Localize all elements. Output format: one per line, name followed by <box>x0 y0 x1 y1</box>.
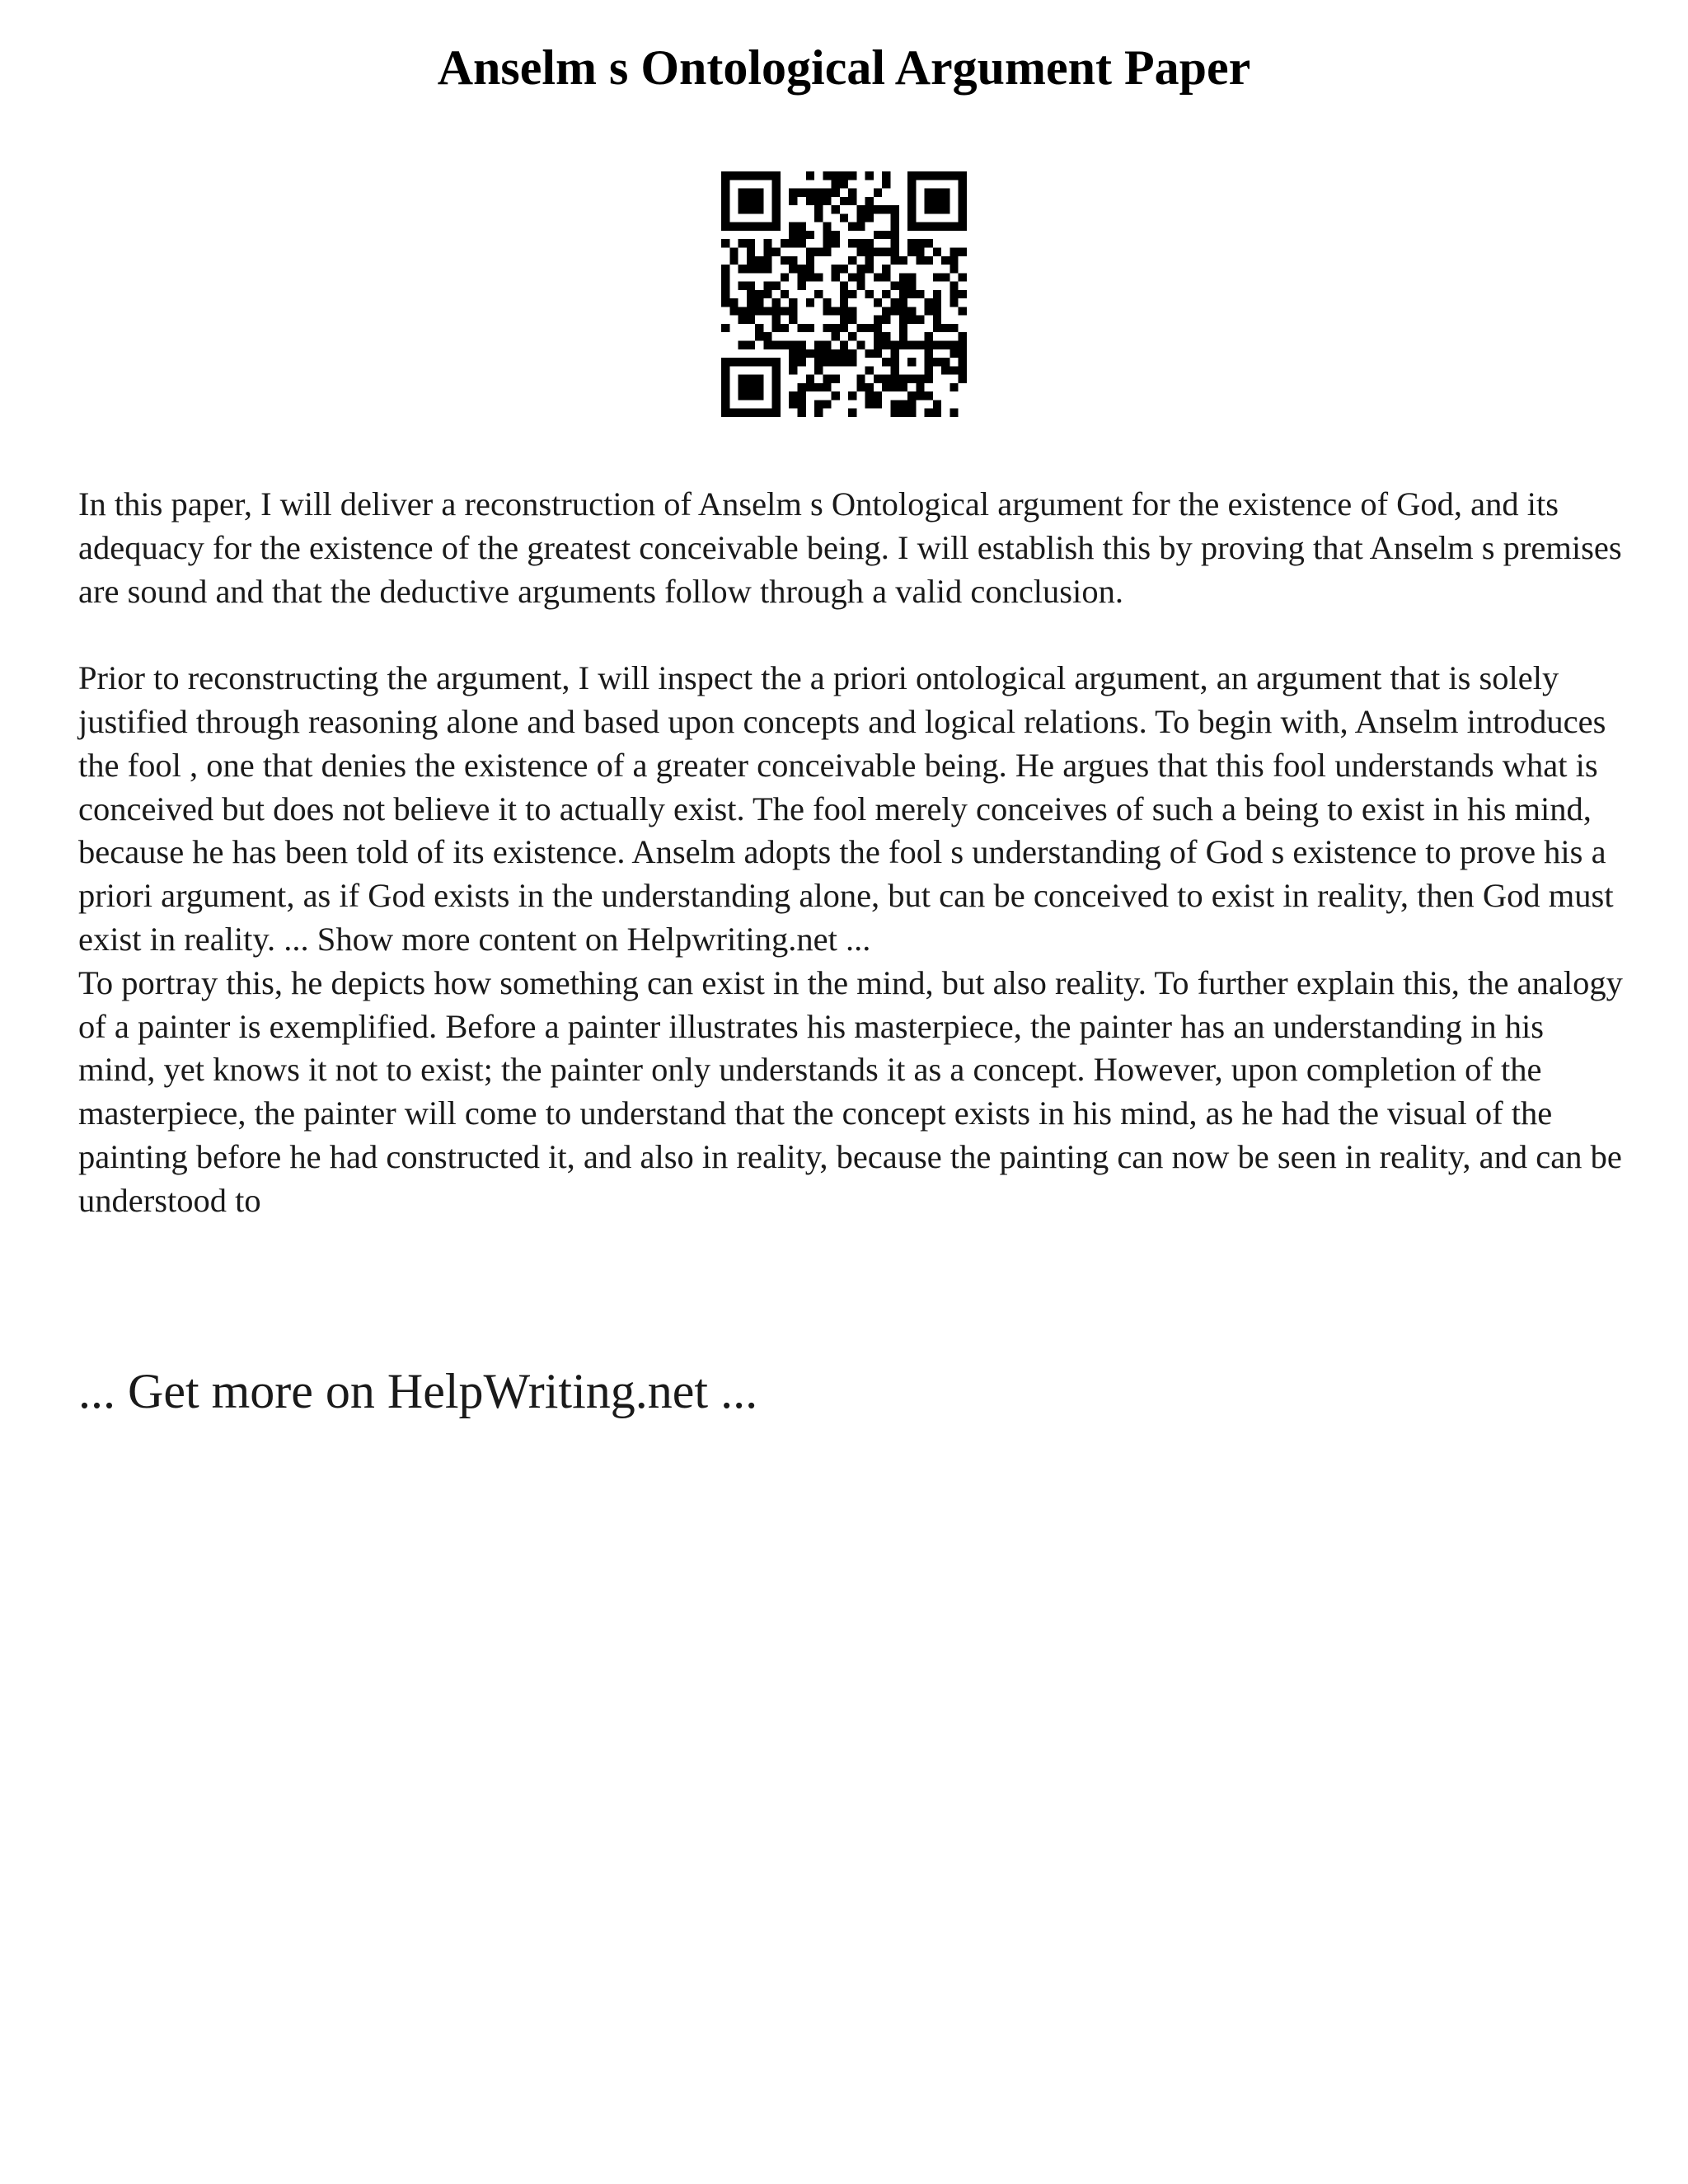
body-text <box>78 483 1624 1223</box>
paragraph-prior: Prior to reconstructing the argument, I will inspect the a priori ontological argument, an argument that is solely justified through reasoning alone and based upon concepts and logical relations. To begin with, Anselm introduces the fool , one that denies the existence of a greater conceivable being. He argues that this fool understands what is conceived but does not believe it to actually exist. The fool merely conceives of such a being to exist in his mind, because he has been told of its existence. Anselm adopts the fool s understanding of God s existence to prove his a priori argument, as if God exists in the understanding alone, but can be conceived to exist in reality, then God must exist in reality. ... Show more content on Helpwriting.net ... <box>78 659 1614 958</box>
get-more-link[interactable]: ... Get more on HelpWriting.net ... <box>78 1364 758 1418</box>
paragraph-intro: In this paper, I will deliver a reconstruction of Anselm s Ontological argument for the existence of God, and its adequacy for the existence of the greatest conceivable being. I will establish this by proving that Anselm s premises are sound and that the deductive arguments follow through a valid conclusion. <box>78 485 1622 610</box>
qr-code-image <box>721 171 967 417</box>
paragraph-portray: To portray this, he depicts how something can exist in the mind, but also reality. To further explain this, the analogy of a painter is exemplified. Before a painter illustrates his masterpiece, the painter has an understanding in his mind, yet knows it not to exist; the painter only understands it as a concept. However, upon completion of the masterpiece, the painter will come to understand that the concept exists in his mind, as he had the visual of the painting before he had constructed it, and also in reality, because the painting can now be seen in reality, and can be understood to <box>78 963 1623 1219</box>
qr-code-graphic <box>721 171 967 417</box>
page-title: Anselm s Ontological Argument Paper <box>437 40 1251 95</box>
